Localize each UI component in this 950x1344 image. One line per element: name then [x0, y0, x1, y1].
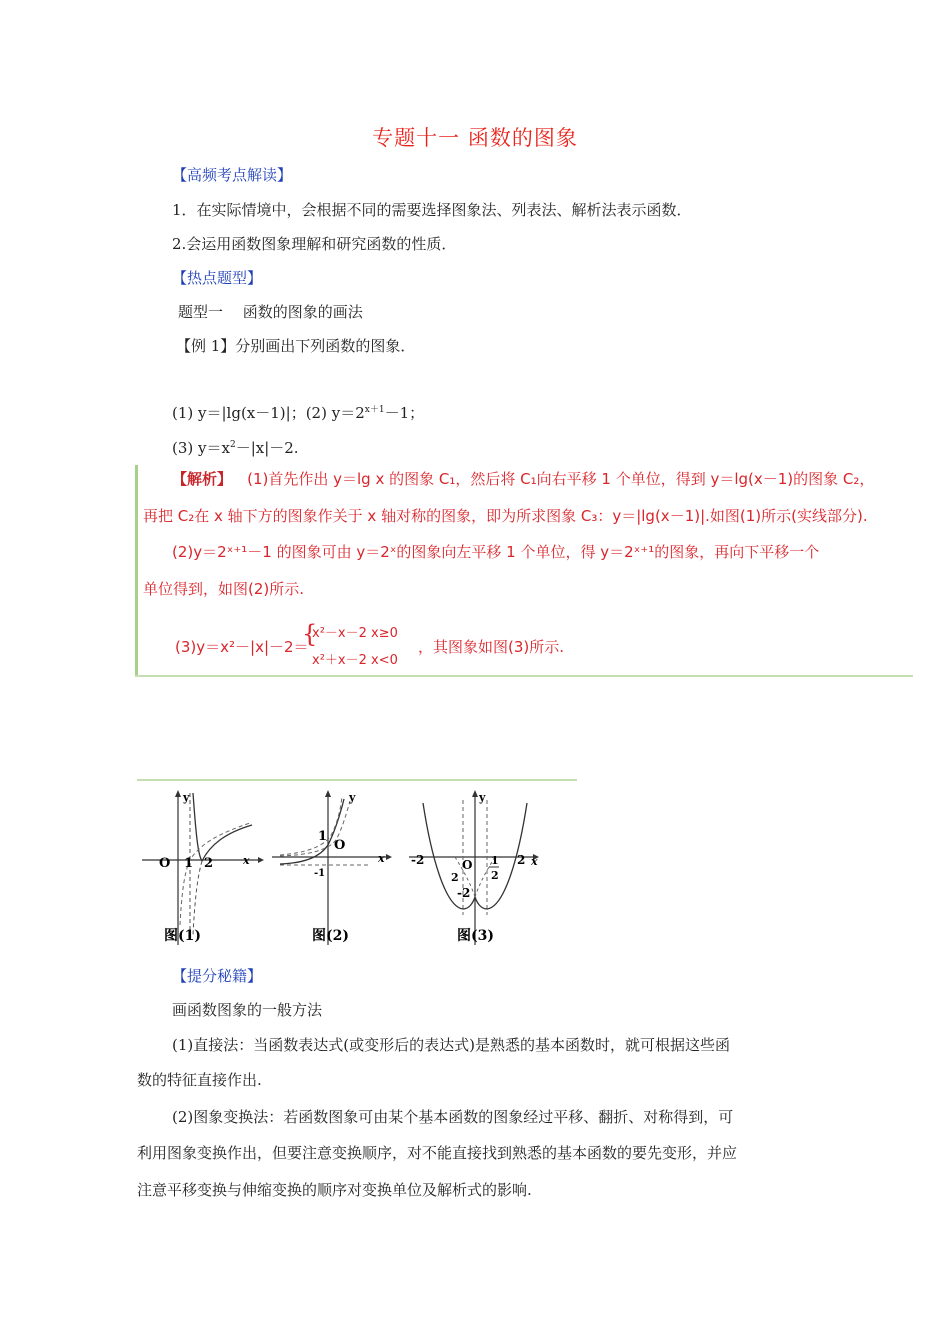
fig2-tick-neg1: -1	[314, 868, 326, 879]
fig3-y-arrow	[472, 790, 478, 797]
solution-line-4: 单位得到，如图(2)所示.	[143, 580, 305, 598]
tips-heading: 【提分秘籍】	[172, 967, 263, 985]
fig2-x-label: x	[378, 852, 385, 865]
tips-method-2a: (2)图象变换法：若函数图象可由某个基本函数的图象经过平移、翻折、对称得到，可	[172, 1108, 734, 1126]
figure-1	[140, 785, 265, 950]
fig3-caption: 图(3)	[457, 928, 494, 944]
solution-line-2: 再把 C₂在 x 轴下方的图象作关于 x 轴对称的图象，即为所求图象 C₃：y＝|lg(x－1)|.如图(1)所示(实线部分).	[143, 507, 868, 525]
fig1-y-arrow	[175, 790, 181, 797]
fig2-tick-1: 1	[318, 829, 328, 844]
fig3-origin: O	[462, 858, 473, 872]
fig2-x-arrow	[386, 854, 392, 860]
piecewise-case-1: x²－x－2 x≥0	[312, 626, 398, 641]
tips-method-1a: (1)直接法：当函数表达式(或变形后的表达式)是熟悉的基本函数时，就可根据这些函	[172, 1036, 730, 1054]
fig2-caption: 图(2)	[312, 928, 349, 944]
cases-brace: {	[302, 620, 318, 648]
fig3-half-den: 2	[491, 869, 499, 882]
fig3-y-label: y	[479, 791, 486, 804]
solution-line-1	[172, 468, 874, 489]
fig1-y-label: y	[183, 791, 190, 804]
fig1-tick-2: 2	[204, 856, 214, 871]
high-frequency-heading: 【高频考点解读】	[172, 166, 293, 184]
hot-types-heading: 【热点题型】	[172, 269, 263, 287]
fig1-origin: O	[159, 856, 171, 871]
question-3-main: (3) y＝x	[172, 439, 230, 457]
fig1-x-arrow	[258, 857, 264, 863]
point-2: 2.会运用函数图象理解和研究函数的性质．	[172, 235, 457, 253]
piecewise-case-2: x²＋x－2 x<0	[312, 653, 398, 668]
figure-2	[270, 785, 395, 950]
fig2-y-label: y	[349, 791, 356, 804]
solution-bottom-border	[135, 675, 913, 677]
fig3-tick-neg2-y: -2	[457, 886, 471, 900]
fig1-dashed-lower	[193, 861, 202, 935]
solution-line-5-prefix: (3)y＝x²－|x|－2＝	[175, 638, 309, 656]
question-1-2-main: (1) y＝|lg(x－1)|；(2) y＝2	[172, 404, 365, 422]
tips-method-2b: 利用图象变换作出，但要注意变换顺序，对不能直接找到熟悉的基本函数的要先变形，并应	[137, 1144, 738, 1162]
figure-top-border	[137, 779, 577, 781]
fig3-half-num: 1	[491, 854, 499, 867]
solution-line-3: (2)y＝2ˣ⁺¹－1 的图象可由 y＝2ˣ的图象向左平移 1 个单位，得 y＝2ˣ⁺¹的图象，再向下平移一个	[172, 543, 820, 561]
fig3-tick-neg2: -2	[411, 853, 425, 867]
fig2-y-arrow	[325, 790, 331, 797]
tips-intro: 画函数图象的一般方法	[172, 1001, 323, 1019]
question-1-2	[172, 402, 424, 423]
page-title: 专题十一 函数的图象	[372, 126, 578, 150]
tips-method-1b: 数的特征直接作出.	[137, 1071, 262, 1089]
fig1-caption: 图(1)	[164, 928, 201, 944]
tips-method-2c: 注意平移变换与伸缩变换的顺序对变换单位及解析式的影响.	[137, 1181, 532, 1199]
point-1: 1．在实际情境中，会根据不同的需要选择图象法、列表法、解析法表示函数．	[172, 201, 692, 219]
fig3-neg-half-den: 2	[451, 871, 459, 884]
solution-label: 【解析】	[172, 470, 233, 488]
question-3-tail: －|x|－2.	[235, 439, 299, 457]
fig3-x-label: x	[531, 855, 538, 868]
solution-line-1-text: (1)首先作出 y＝lg x 的图象 C₁，然后将 C₁向右平移 1 个单位，得到 y＝lg(x－1)的图象 C₂，	[247, 470, 875, 488]
fig1-solid-curve	[193, 793, 252, 861]
fig2-origin: O	[334, 838, 346, 853]
example-1: 【例 1】分别画出下列函数的图象．	[176, 337, 416, 355]
question-1-2-tail: －1；	[384, 404, 425, 422]
question-1-2-exponent: x＋1	[364, 405, 385, 415]
fig2-dashed-shift	[280, 797, 342, 855]
fig3-tick-2: 2	[517, 853, 526, 867]
type-1-heading: 题型一 函数的图象的画法	[178, 303, 363, 321]
question-3	[172, 437, 299, 458]
question-3-exponent: 2	[229, 440, 236, 450]
fig1-tick-1: 1	[184, 856, 194, 871]
solution-line-5-suffix: ，其图象如图(3)所示.	[418, 638, 565, 656]
figure-3	[405, 785, 545, 950]
fig1-x-label: x	[243, 854, 250, 867]
solution-left-border	[135, 465, 138, 675]
